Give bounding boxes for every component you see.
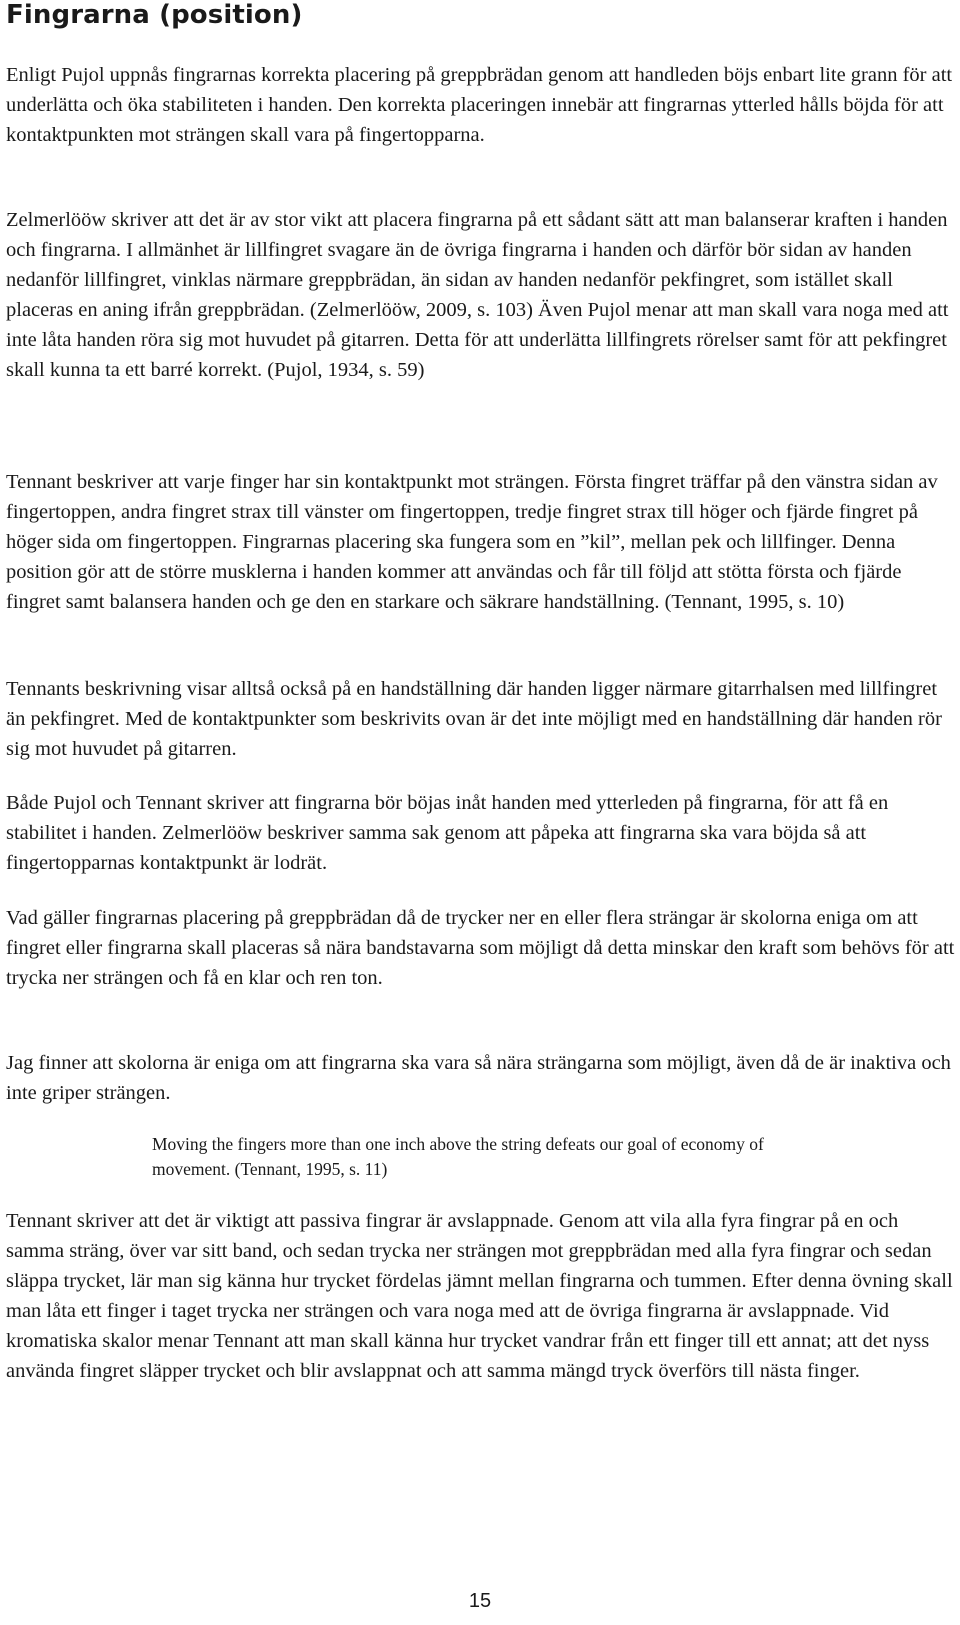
paragraph-tennant-contact-points: Tennant beskriver att varje finger har sin kontaktpunkt mot strängen. Första fingret träffar på den vänstra sidan av fingertoppen, andra fingret strax till vänster om fingertoppen, tredje fingret strax till höger och fjärde fingret på höger sida om fingertoppen. Fingrarnas placering ska fungera som en ”kil”, mellan pek och lillfinger. Denna position gör att de större musklerna i handen kommer att användas och får till följd att stötta första och fjärde fingret samt balansera handen och ge den en starkare och säkrare handställning. (Tennant, 1995, s. 10): [6, 471, 938, 613]
section-heading: Fingrarna (position): [6, 0, 303, 30]
paragraph-curved-fingers: Både Pujol och Tennant skriver att fingrarna bör böjas inåt handen med ytterleden på fingrarna, för att få en stabilitet i handen. Zelmerlööw beskriver samma sak genom att påpeka att fingrarna ska vara böjda så att fingertopparnas kontaktpunkt är lodrät.: [6, 792, 889, 874]
paragraph-passive-fingers: Tennant skriver att det är viktigt att passiva fingrar är avslappnade. Genom att vila alla fyra fingrar på en och samma sträng, över var sitt band, och sedan trycka ner strängen mot greppbrädan med alla fyra fingrar och sedan släppa trycket, lär man sig känna hur trycket fördelas jämnt mellan fingrarna och tummen. Efter denna övning skall man låta ett finger i taget trycka ner strängen och vara noga med att de övriga fingrarna är avslappnade. Vid kromatiska skalor menar Tennant att man skall känna hur trycket vandrar från ett finger till ett annat; att det nyss använda fingret släpper trycket och blir avslappnat och att samma mängd tryck överförs till nästa finger.: [6, 1210, 953, 1382]
block-quote: Moving the fingers more than one inch above the string defeats our goal of economy of movement. (Tennant, 1995, s. 11): [152, 1134, 764, 1179]
paragraph-author-conclusion: Jag finner att skolorna är eniga om att fingrarna ska vara så nära strängarna som möjligt, även då de är inaktiva och inte griper strängen.: [6, 1052, 951, 1104]
page-number: 15: [468, 1590, 492, 1612]
paragraph-zelmerloow-balance: Zelmerlööw skriver att det är av stor vikt att placera fingrarna på ett sådant sätt att man balanserar kraften i handen och fingrarna. I allmänhet är lillfingret svagare än de övriga fingrarna i handen och därför bör sidan av handen nedanför lillfingret, vinklas närmare greppbrädan, än sidan av handen nedanför pekfingret, som istället skall placeras en aning ifrån greppbrädan. (Zelmerlööw, 2009, s. 103) Även Pujol menar att man skall vara noga med att inte låta handen röra sig mot huvudet på gitarren. Detta för att underlätta lillfingrets rörelser samt för att pekfingret skall kunna ta ett barré korrekt. (Pujol, 1934, s. 59): [6, 209, 949, 381]
paragraph-fret-placement: Vad gäller fingrarnas placering på greppbrädan då de trycker ner en eller flera strängar är skolorna eniga om att fingret eller fingrarna skall placeras så nära bandstavarna som möjligt då detta minskar den kraft som behövs för att trycka ner strängen och få en klar och ren ton.: [6, 907, 955, 989]
paragraph-tennant-hand-position: Tennants beskrivning visar alltså också på en handställning där handen ligger närmare gitarrhalsen med lillfingret än pekfingret. Med de kontaktpunkter som beskrivits ovan är det inte möjligt med en handställning där handen rör sig mot huvudet på gitarren.: [6, 678, 942, 760]
paragraph-pujol-position: Enligt Pujol uppnås fingrarnas korrekta placering på greppbrädan genom att handleden böjs enbart lite grann för att underlätta och öka stabiliteten i handen. Den korrekta placeringen innebär att fingrarnas ytterled hålls böjda för att kontaktpunkten mot strängen skall vara på fingertopparna.: [6, 64, 953, 146]
